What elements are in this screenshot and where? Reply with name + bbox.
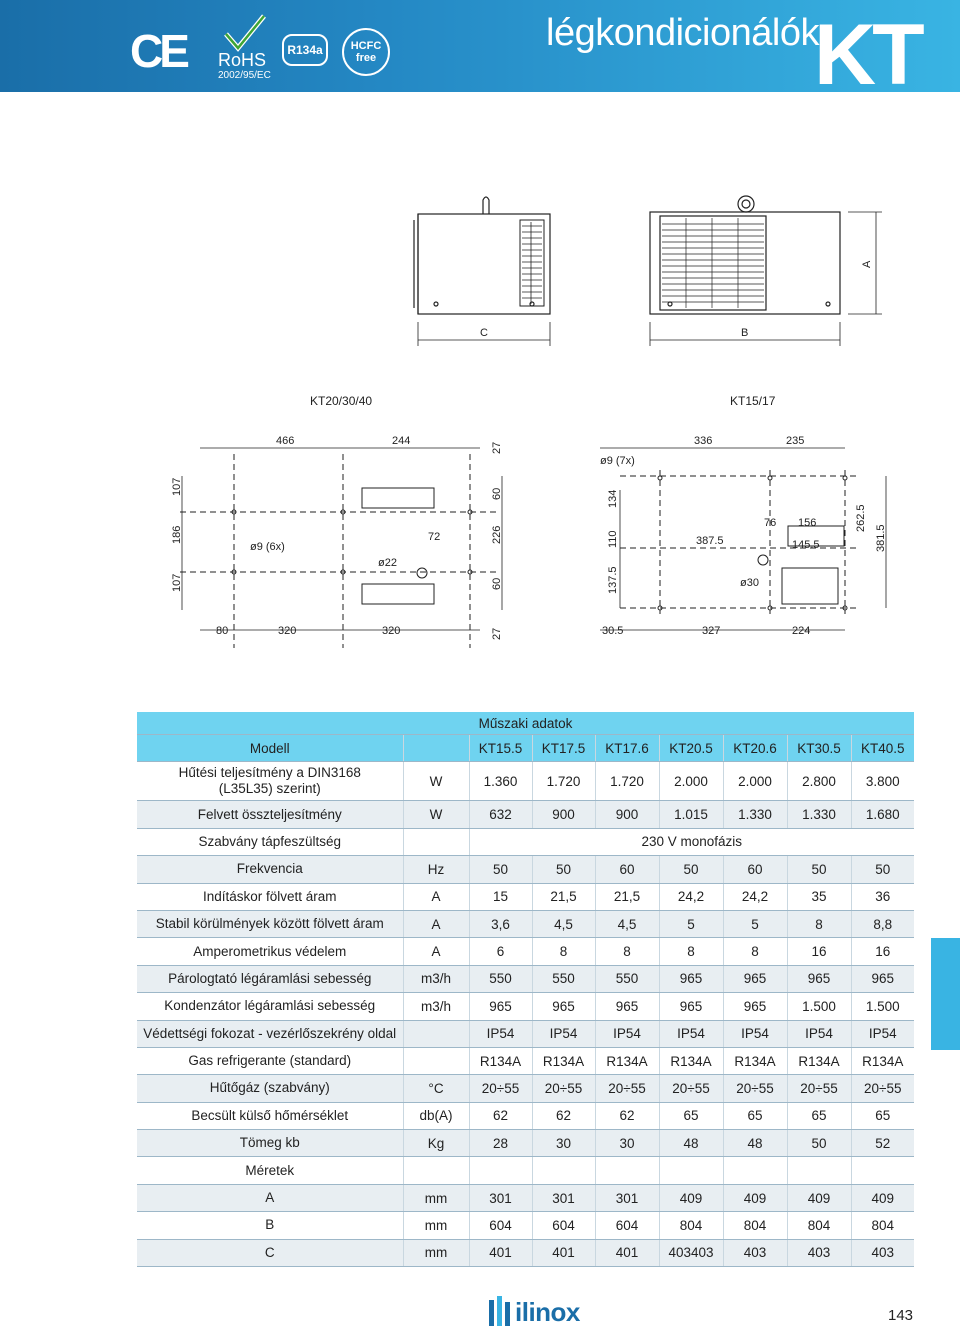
dim-27-top: 27	[491, 441, 503, 454]
row-value: 403	[851, 1239, 914, 1266]
ilinox-brand: ilinox	[515, 1297, 580, 1327]
r134a-badge	[282, 34, 328, 66]
row-value: 301	[595, 1184, 659, 1211]
row-unit: db(A)	[403, 1102, 469, 1129]
row-label	[137, 801, 403, 828]
row-value: 20÷55	[595, 1075, 659, 1102]
row-value: 401	[469, 1239, 532, 1266]
dim-72: 72	[428, 531, 441, 543]
row-value: 16	[851, 938, 914, 965]
dim-107-lower: 107	[171, 573, 183, 592]
table-header-row	[137, 735, 914, 762]
table-row	[137, 1212, 914, 1239]
row-value: 1.330	[787, 801, 851, 828]
row-label	[137, 965, 403, 992]
row-value: R134A	[469, 1047, 532, 1074]
row-value: R134A	[532, 1047, 595, 1074]
dim-336: 336	[694, 435, 713, 447]
row-label	[137, 910, 403, 937]
row-value: 401	[595, 1239, 659, 1266]
row-unit: Kg	[403, 1130, 469, 1157]
row-value: 1.500	[787, 993, 851, 1020]
table-row	[137, 1102, 914, 1129]
row-label	[137, 1157, 403, 1184]
header-model-5: KT30.5	[787, 735, 851, 762]
row-label-line: Stabil körülmények között fölvett áram	[155, 916, 384, 932]
ce-mark-logo: CE	[130, 25, 186, 77]
row-value: 4,5	[595, 910, 659, 937]
header-banner	[0, 0, 960, 103]
table-row	[137, 993, 914, 1020]
row-label	[137, 883, 403, 910]
row-value: 604	[532, 1212, 595, 1239]
row-value: 35	[787, 883, 851, 910]
row-value: 60	[723, 856, 787, 883]
row-value: IP54	[469, 1020, 532, 1047]
hole-9-7x-label: ø9 (7x)	[600, 455, 635, 467]
row-value: 30	[595, 1130, 659, 1157]
row-value: 50	[787, 1130, 851, 1157]
row-value: 60	[595, 856, 659, 883]
row-value	[595, 1157, 659, 1184]
hole-30-label: ø30	[740, 577, 759, 589]
row-value: 550	[469, 965, 532, 992]
side-view-drawing	[414, 197, 550, 346]
header-model-label: Modell	[137, 735, 403, 762]
caption-kt15-17: KT15/17	[730, 394, 776, 408]
dim-80: 80	[216, 625, 229, 637]
table-row	[137, 1020, 914, 1047]
header-unit	[403, 735, 469, 762]
table-row	[137, 1130, 914, 1157]
row-value: 50	[532, 856, 595, 883]
dim-224: 224	[792, 625, 811, 637]
row-value: 65	[787, 1102, 851, 1129]
rohs-logo	[216, 14, 276, 80]
row-value: 403403	[659, 1239, 723, 1266]
dim-60-lower: 60	[491, 577, 503, 590]
table-row	[137, 1047, 914, 1074]
row-value: 804	[787, 1212, 851, 1239]
row-value: 1.500	[851, 993, 914, 1020]
dim-387-5: 387.5	[696, 535, 724, 547]
table-row	[137, 1157, 914, 1184]
rohs-title: RoHS	[218, 50, 267, 70]
table-title: Műszaki adatok	[137, 712, 914, 735]
page-title: légkondicionálók	[546, 12, 819, 54]
table-row	[137, 1184, 914, 1211]
row-label	[137, 1047, 403, 1074]
row-label	[137, 1212, 403, 1239]
table-row	[137, 762, 914, 801]
row-value: 50	[787, 856, 851, 883]
row-value: 301	[532, 1184, 595, 1211]
dim-60-upper: 60	[491, 487, 503, 500]
row-value: 1.015	[659, 801, 723, 828]
row-value: 965	[723, 965, 787, 992]
row-unit: W	[403, 762, 469, 801]
row-value: 804	[659, 1212, 723, 1239]
row-value: 1.720	[595, 762, 659, 801]
row-label	[137, 828, 403, 855]
front-view-drawing	[650, 196, 882, 346]
row-label	[137, 1075, 403, 1102]
dim-27-bottom: 27	[491, 627, 503, 640]
row-value: 15	[469, 883, 532, 910]
row-unit: mm	[403, 1239, 469, 1266]
row-value: R134A	[595, 1047, 659, 1074]
header-model-6: KT40.5	[851, 735, 914, 762]
row-value: IP54	[787, 1020, 851, 1047]
dim-235: 235	[786, 435, 805, 447]
row-value: 965	[469, 993, 532, 1020]
kt20-cutout-drawing	[180, 448, 502, 648]
row-label-line: Kondenzátor légáramlási sebesség	[164, 998, 376, 1014]
row-value: 965	[532, 993, 595, 1020]
row-label-line: Frekvencia	[236, 861, 303, 877]
dim-30-5: 30.5	[602, 625, 624, 637]
row-unit: Hz	[403, 856, 469, 883]
technical-data-table	[137, 712, 914, 1267]
dim-186: 186	[171, 525, 183, 544]
technical-drawings	[0, 180, 960, 660]
row-value: R134A	[851, 1047, 914, 1074]
row-value: 50	[659, 856, 723, 883]
row-value	[851, 1157, 914, 1184]
row-value	[659, 1157, 723, 1184]
row-label	[137, 1184, 403, 1211]
row-label-line: Szabvány tápfeszültség	[198, 833, 342, 849]
row-value: 8	[532, 938, 595, 965]
header-model-4: KT20.6	[723, 735, 787, 762]
row-value: 804	[851, 1212, 914, 1239]
header-model-3: KT20.5	[659, 735, 723, 762]
row-unit: mm	[403, 1212, 469, 1239]
row-value: 62	[595, 1102, 659, 1129]
row-value: IP54	[723, 1020, 787, 1047]
row-value: 2.000	[659, 762, 723, 801]
row-value: 16	[787, 938, 851, 965]
dim-110: 110	[607, 530, 619, 548]
row-label-line: Amperometrikus védelem	[193, 943, 347, 959]
dim-226: 226	[491, 525, 503, 544]
side-tab	[931, 938, 960, 1050]
row-value: 20÷55	[532, 1075, 595, 1102]
row-label-line: A	[265, 1190, 275, 1206]
row-value: 965	[787, 965, 851, 992]
row-value: 52	[851, 1130, 914, 1157]
checkmark-icon	[222, 14, 268, 54]
dim-327: 327	[702, 625, 721, 637]
row-unit	[403, 828, 469, 855]
row-label-line: Felvett összteljesítmény	[197, 806, 342, 822]
row-label-line: Védettségi fokozat - vezérlőszekrény oldal	[143, 1025, 397, 1041]
product-code: KT	[814, 7, 921, 103]
row-value: 604	[469, 1212, 532, 1239]
table-row	[137, 801, 914, 828]
row-label-line: C	[264, 1244, 275, 1260]
row-unit: mm	[403, 1184, 469, 1211]
row-value: 3,6	[469, 910, 532, 937]
row-value: 965	[723, 993, 787, 1020]
row-value: 8	[787, 910, 851, 937]
row-value: 965	[659, 965, 723, 992]
row-unit: A	[403, 910, 469, 937]
row-value: 5	[659, 910, 723, 937]
row-value: R134A	[659, 1047, 723, 1074]
dim-145-5: 145.5	[792, 539, 820, 551]
row-value: 28	[469, 1130, 532, 1157]
row-label-line: Hűtési teljesítmény a DIN3168	[178, 765, 361, 781]
row-value: 62	[532, 1102, 595, 1129]
hole-9-6x-label: ø9 (6x)	[250, 541, 285, 553]
row-value: 409	[723, 1184, 787, 1211]
row-value: IP54	[532, 1020, 595, 1047]
row-value: 1.720	[532, 762, 595, 801]
row-value: 4,5	[532, 910, 595, 937]
row-label	[137, 1020, 403, 1047]
row-value: 2.000	[723, 762, 787, 801]
row-value: 1.680	[851, 801, 914, 828]
row-span-value: 230 V monofázis	[469, 828, 914, 855]
header-model-2: KT17.6	[595, 735, 659, 762]
row-value: 409	[659, 1184, 723, 1211]
hcfc-badge-line1: HCFC	[350, 40, 382, 52]
row-value: 301	[469, 1184, 532, 1211]
row-value: 20÷55	[787, 1075, 851, 1102]
row-label-line: Indításkor fölvett áram	[202, 888, 337, 904]
dim-320-b: 320	[382, 625, 401, 637]
row-unit	[403, 1020, 469, 1047]
row-value	[787, 1157, 851, 1184]
row-unit: °C	[403, 1075, 469, 1102]
row-value: 2.800	[787, 762, 851, 801]
rohs-directive: 2002/95/EC	[218, 70, 271, 81]
table-row	[137, 883, 914, 910]
row-value: 21,5	[532, 883, 595, 910]
row-value: 401	[532, 1239, 595, 1266]
row-label	[137, 762, 403, 801]
r134a-badge-label: R134a	[287, 43, 323, 57]
dim-137-5: 137.5	[607, 566, 619, 594]
row-label	[137, 1130, 403, 1157]
row-value: 6	[469, 938, 532, 965]
row-value: 8,8	[851, 910, 914, 937]
row-label-line: Párologtató légáramlási sebesség	[168, 970, 372, 986]
row-value: 5	[723, 910, 787, 937]
row-value: R134A	[723, 1047, 787, 1074]
row-value: 48	[723, 1130, 787, 1157]
row-value: 965	[851, 965, 914, 992]
row-value: 65	[723, 1102, 787, 1129]
row-value: 20÷55	[469, 1075, 532, 1102]
kt15-cutout-drawing	[600, 448, 886, 630]
row-label-line: Tömeg kb	[239, 1135, 300, 1151]
table-row	[137, 965, 914, 992]
row-value: 403	[723, 1239, 787, 1266]
row-label	[137, 1239, 403, 1266]
row-value: 1.360	[469, 762, 532, 801]
row-value: 604	[595, 1212, 659, 1239]
row-label-line: Méretek	[245, 1162, 295, 1178]
row-value: 632	[469, 801, 532, 828]
hcfc-free-badge	[342, 28, 390, 76]
row-label	[137, 938, 403, 965]
row-value: 20÷55	[851, 1075, 914, 1102]
row-value: 21,5	[595, 883, 659, 910]
row-value: 900	[532, 801, 595, 828]
row-value: 24,2	[723, 883, 787, 910]
row-value: 409	[851, 1184, 914, 1211]
dim-381-5: 381.5	[875, 524, 887, 552]
dimension-label-b: B	[741, 327, 749, 339]
caption-kt20-30-40: KT20/30/40	[310, 394, 373, 408]
row-value: 65	[851, 1102, 914, 1129]
hole-22-label: ø22	[378, 557, 397, 569]
table-row	[137, 910, 914, 937]
table-row	[137, 938, 914, 965]
row-value: 403	[787, 1239, 851, 1266]
row-value: 8	[595, 938, 659, 965]
row-value: 8	[723, 938, 787, 965]
dim-107-upper: 107	[171, 477, 183, 496]
header-model-1: KT17.5	[532, 735, 595, 762]
row-unit: W	[403, 801, 469, 828]
dim-76: 76	[764, 517, 777, 529]
dim-320-a: 320	[278, 625, 297, 637]
row-value: 30	[532, 1130, 595, 1157]
row-label-line: B	[265, 1217, 275, 1233]
row-value: 804	[723, 1212, 787, 1239]
row-value: 3.800	[851, 762, 914, 801]
row-label-line: Becsült külső hőmérséklet	[191, 1107, 349, 1123]
row-value: IP54	[595, 1020, 659, 1047]
row-value: 50	[851, 856, 914, 883]
ilinox-mark-icon	[487, 1296, 513, 1328]
row-value: 965	[659, 993, 723, 1020]
row-value	[532, 1157, 595, 1184]
row-label	[137, 856, 403, 883]
row-value: 65	[659, 1102, 723, 1129]
row-unit: A	[403, 938, 469, 965]
row-value: 50	[469, 856, 532, 883]
dim-466: 466	[276, 435, 295, 447]
header-model-0: KT15.5	[469, 735, 532, 762]
row-value: 550	[532, 965, 595, 992]
table-title-row	[137, 712, 914, 735]
row-value: 965	[595, 993, 659, 1020]
row-value: 24,2	[659, 883, 723, 910]
row-label-line: Hűtőgáz (szabvány)	[209, 1080, 330, 1096]
row-unit	[403, 1157, 469, 1184]
row-value: 409	[787, 1184, 851, 1211]
row-label	[137, 993, 403, 1020]
dimension-label-a: A	[861, 260, 873, 268]
row-unit: m3/h	[403, 993, 469, 1020]
row-value: IP54	[851, 1020, 914, 1047]
row-label-line: (L35L35) szerint)	[218, 781, 321, 797]
row-value: 62	[469, 1102, 532, 1129]
row-value: IP54	[659, 1020, 723, 1047]
row-value: 20÷55	[723, 1075, 787, 1102]
row-value: 20÷55	[659, 1075, 723, 1102]
dim-262-5: 262.5	[855, 504, 867, 532]
row-value	[723, 1157, 787, 1184]
row-value: R134A	[787, 1047, 851, 1074]
dimension-label-c: C	[480, 327, 488, 339]
table-row	[137, 1075, 914, 1102]
dim-156: 156	[798, 517, 817, 529]
row-value	[469, 1157, 532, 1184]
row-label-line: Gas refrigerante (standard)	[188, 1053, 352, 1069]
hcfc-badge-line2: free	[355, 52, 377, 64]
row-unit: m3/h	[403, 965, 469, 992]
row-value: 8	[659, 938, 723, 965]
dim-244: 244	[392, 435, 411, 447]
table-row	[137, 828, 914, 855]
row-value: 1.330	[723, 801, 787, 828]
table-row	[137, 856, 914, 883]
dim-134: 134	[607, 489, 619, 508]
row-value: 36	[851, 883, 914, 910]
page-number: 143	[888, 1307, 914, 1324]
row-label	[137, 1102, 403, 1129]
table-row	[137, 1239, 914, 1266]
row-value: 900	[595, 801, 659, 828]
row-value: 48	[659, 1130, 723, 1157]
row-unit	[403, 1047, 469, 1074]
row-value: 550	[595, 965, 659, 992]
row-unit: A	[403, 883, 469, 910]
